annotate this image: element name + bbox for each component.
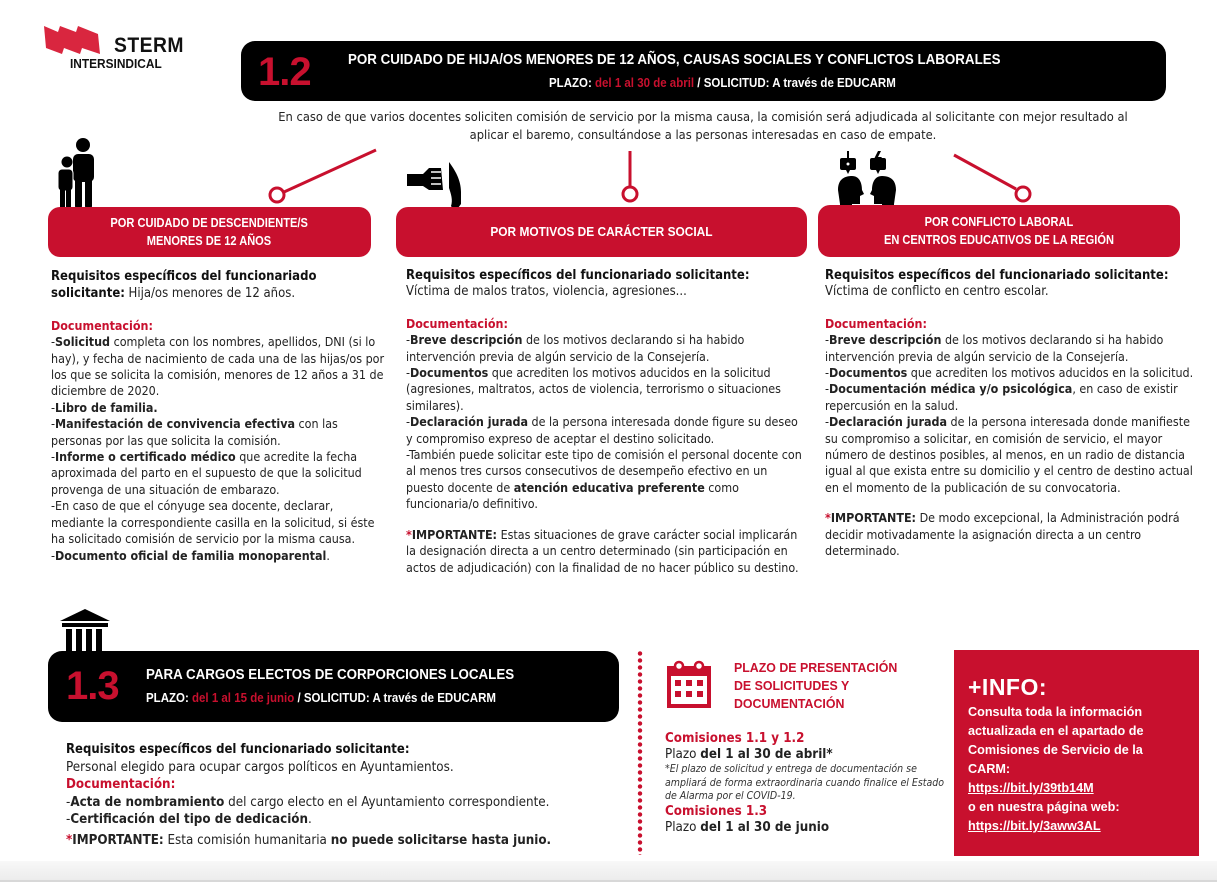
req-label: Requisitos específicos del funcionariado solicitante: <box>825 268 1169 283</box>
doc-item: -Breve descripción de los motivos declarando si ha habido intervención previa de algún servicio de la Consejería. <box>825 332 1164 364</box>
doc-item: -En caso de que el cónyuge sea docente, declarar, mediante la correspondiente casilla en la solicitud, si éste ha solicitado comisión de servicio por la misma causa. <box>51 498 375 547</box>
institution-icon <box>58 609 112 653</box>
commission-deadline: Plazo del 1 al 30 de abril* <box>665 747 833 762</box>
connector-3-node <box>1016 187 1030 201</box>
website-link[interactable]: https://bit.ly/3aww3AL <box>968 818 1101 833</box>
doc-item: -Certificación del tipo de dedicación. <box>66 812 312 827</box>
pill-title-line2: MENORES DE 12 AÑOS <box>147 233 272 248</box>
covid-note: *El plazo de solicitud y entrega de documentación se ampliará de forma extraordinaria cuando finalice el Estado de Alarma por el COVID-19. <box>665 763 945 802</box>
req-label: Requisitos específicos del funcionariado solicitante: <box>66 742 410 757</box>
doc-label: Documentación: <box>66 777 176 792</box>
page-bottom-edge <box>0 861 1217 882</box>
column-descendientes <box>51 268 386 564</box>
pill-title-line2: EN CENTROS EDUCATIVOS DE LA REGIÓN <box>883 232 1114 247</box>
connector-1-node <box>270 188 284 202</box>
doc-item: -Documento oficial de familia monoparental. <box>51 547 330 563</box>
req-text: Personal elegido para ocupar cargos políticos en Ayuntamientos. <box>66 759 454 775</box>
category-pill-conflicto <box>818 205 1180 257</box>
doc-label: Documentación: <box>51 317 153 333</box>
connector-3 <box>954 155 1016 189</box>
info-text: CARM: <box>968 761 1011 776</box>
plazo-box-body <box>665 731 955 836</box>
commission-label: Comisiones 1.3 <box>665 803 768 819</box>
section-title: PARA CARGOS ELECTOS DE CORPORCIONES LOCALES <box>146 667 515 683</box>
solicitud-text: / SOLICITUD: A través de EDUCARM <box>297 691 496 705</box>
req-text: Víctima de malos tratos, violencia, agresiones... <box>406 284 687 300</box>
doc-item: -Solicitud completa con los nombres, apellidos, DNI (si lo hay), y fecha de nacimiento de cada una de las hijas/os por los que se solicita la comisión, menores de 12 años a 31 de diciembre de 2020. <box>51 334 385 399</box>
commission-label: Comisiones 1.1 y 1.2 <box>665 731 805 746</box>
doc-item: -Manifestación de convivencia efectiva con las personas por las que solicita la comisión. <box>51 416 338 448</box>
dotted-separator <box>637 650 643 855</box>
category-pill-descendientes <box>48 207 371 257</box>
doc-item: -Documentos que acrediten los motivos aducidos en la solicitud (agresiones, maltratos, actos de violencia, terrorismo o situaciones similares). <box>406 365 781 413</box>
req-label: Requisitos específicos del funcionariado solicitante: <box>406 268 750 283</box>
plazo-label: PLAZO: <box>146 691 189 705</box>
req-text: Víctima de conflicto en centro escolar. <box>825 284 1049 300</box>
important-note: *IMPORTANTE: Estas situaciones de grave carácter social implicarán la designación directa a un centro determinado (sin participación en actos de adjudicación) con la finalidad de no hacer público su destino. <box>406 526 799 575</box>
info-text: Comisiones de Servicio de la <box>968 742 1143 757</box>
doc-item: -Libro de familia. <box>51 399 158 415</box>
doc-item: -Documentación médica y/o psicológica, en caso de existir repercusión en la salud. <box>825 381 1178 413</box>
doc-item: -Acta de nombramiento del cargo electo en el Ayuntamiento correspondiente. <box>66 794 550 810</box>
intro-text: En caso de que varios docentes soliciten comisión de servicio por la misma causa, la comisión será adjudicada al solicitante con mejor resultado al aplicar el baremo, consultándose a las personas interesadas en caso de empate. <box>278 110 1128 143</box>
pill-title-line1: POR MOTIVOS DE CARÁCTER SOCIAL <box>490 224 713 239</box>
important-note: *IMPORTANTE: De modo excepcional, la Administración podrá decidir motivadamente la asignación directa a un centro determinado. <box>825 510 1180 559</box>
doc-item: -Declaración jurada de la persona interesada donde manifieste su compromiso a solicitar, en comisión de servicio, el mayor número de destinos posibles, al menos, en un radio de distancia igual al que exista entre su domicilio y el centro de destino actual en el momento de la publicación de su convocatoria. <box>825 414 1193 495</box>
connector-1 <box>284 150 376 192</box>
doc-label: Documentación: <box>825 315 927 331</box>
parent-child-icon <box>55 136 99 208</box>
plazo-label: PLAZO: <box>549 76 592 90</box>
important-note: *IMPORTANTE: Esta comisión humanitaria no puede solicitarse hasta junio. <box>66 832 552 848</box>
logo-line2: INTERSINDICAL <box>70 57 162 71</box>
req-label: Requisitos específicos del funcionariado solicitante: <box>51 269 317 302</box>
section-title: POR CUIDADO DE HIJA/OS MENORES DE 12 AÑOS, CAUSAS SOCIALES Y CONFLICTOS LABORALES <box>348 52 1001 68</box>
solicitud-text: / SOLICITUD: A través de EDUCARM <box>697 76 896 90</box>
category-pill-social <box>396 207 807 257</box>
calendar-icon <box>665 660 713 710</box>
info-text: actualizada en el apartado de <box>968 723 1144 738</box>
doc-item: -Declaración jurada de la persona interesada donde figure su deseo y compromiso expreso de aceptar el destino solicitado. <box>406 414 798 446</box>
section-13-details <box>66 741 626 849</box>
section-number: 1.3 <box>66 664 119 708</box>
column-social <box>406 268 806 576</box>
doc-item: -Informe o certificado médico que acredite la fecha aproximada del parto en el supuesto de que la solicitud provenga de una situación de embarazo. <box>51 449 362 497</box>
info-text: Consulta toda la información <box>968 704 1143 719</box>
req-text: Hija/os menores de 12 años. <box>128 286 296 302</box>
section-deadline <box>146 691 496 705</box>
info-heading: +INFO: <box>968 674 1048 700</box>
doc-label: Documentación: <box>406 315 508 331</box>
connector-2-node <box>623 187 637 201</box>
section-number: 1.2 <box>258 50 311 94</box>
doc-item: -Documentos que acrediten los motivos aducidos en la solicitud. <box>825 365 1194 381</box>
requirements <box>51 268 386 303</box>
fist-hand-icon <box>405 160 467 214</box>
logo-line1: STERM <box>114 34 184 57</box>
column-conflicto <box>825 268 1195 560</box>
doc-item: -También puede solicitar este tipo de comisión el personal docente con al menos tres cursos consecutivos de desempeño efectivo en un puesto docente de atención educativa preferente como funcionaria/o definitivo. <box>406 447 802 512</box>
plazo-box-title: PLAZO DE PRESENTACIÓN DE SOLICITUDES Y DOCUMENTACIÓN <box>734 660 898 711</box>
carm-link[interactable]: https://bit.ly/39tb14M <box>968 780 1094 795</box>
doc-item: -Breve descripción de los motivos declarando si ha habido intervención previa de algún servicio de la Consejería. <box>406 332 745 364</box>
info-text: o en nuestra página web: <box>968 799 1120 814</box>
commission-deadline: Plazo del 1 al 30 de junio <box>665 819 830 835</box>
plazo-value: del 1 al 30 de abril <box>595 76 695 90</box>
info-box <box>954 650 1199 856</box>
plazo-value: del 1 al 15 de junio <box>192 691 295 705</box>
pill-title-line1: POR CUIDADO DE DESCENDIENTE/S <box>110 215 309 230</box>
pill-title-line1: POR CONFLICTO LABORAL <box>924 214 1074 229</box>
section-13-banner <box>48 651 619 722</box>
